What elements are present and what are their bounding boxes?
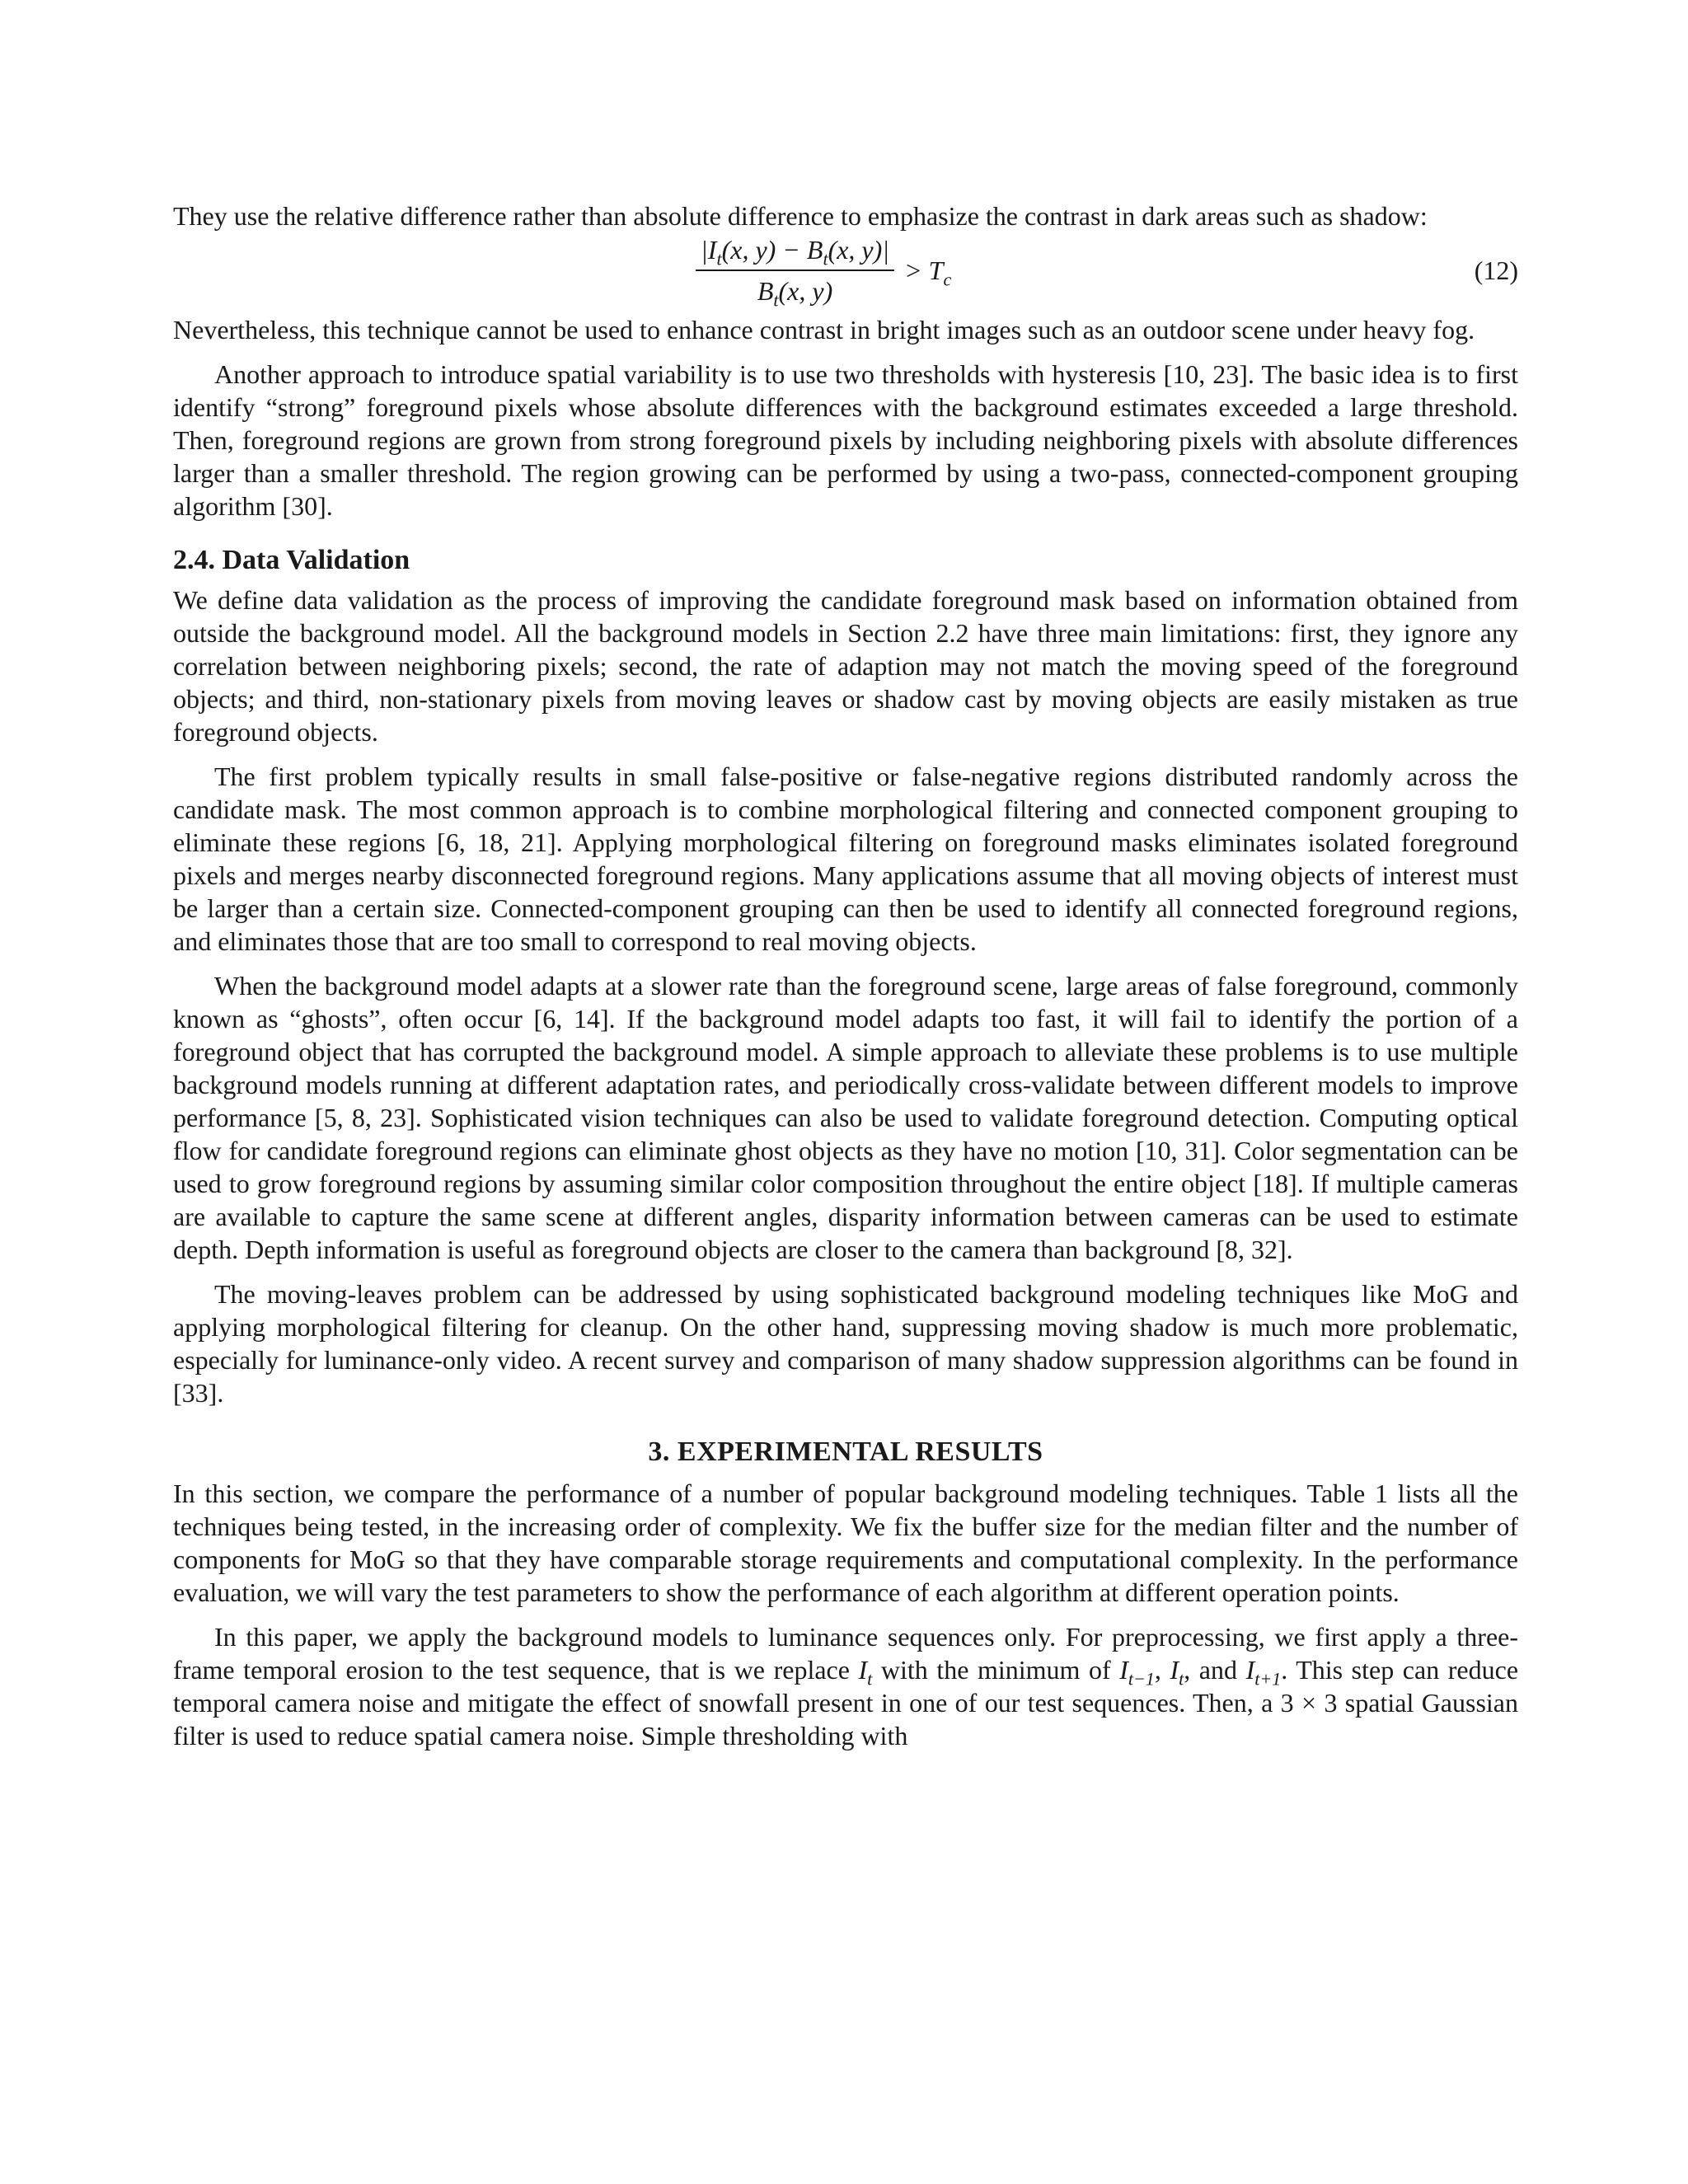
paper-page (173, 199, 1518, 1752)
paragraph-moving-leaves: The moving-leaves problem can be addressed by using sophisticated background modeling techniques like MoG and applying morphological filtering for cleanup. On the other hand, suppressing moving shadow is much more problematic, especially for luminance-only video. A recent survey and comparison of many shadow suppression algorithms can be found in [33]. (173, 1279, 1518, 1408)
equation-12 (173, 231, 1518, 310)
equation-fraction (696, 233, 894, 311)
equation-number: (12) (1474, 255, 1518, 285)
paragraph-section3-intro: In this section, we compare the performance of a number of popular background modeling techniques. Table 1 lists all the techniques being tested, in the increasing order of complexity. We fix the buffer size for the median filter and the number of components for MoG so that they have comparable storage requirements and computational complexity. In the performance evaluation, we will vary the test parameters to show the performance of each algorithm at different operation points. (173, 1479, 1518, 1607)
equation-denominator: $B_t(x$, y) (757, 276, 833, 311)
paragraph-ghosts: When the background model adapts at a slower rate than the foreground scene, large areas of false foreground, commonly known as “ghosts”, often occur [6, 14]. If the background model adapts too fast, it will fail to identify the portion of a foreground object that has corrupted the background model. A simple approach to alleviate these problems is to use multiple background models running at different adaptation rates, and periodically cross-validate between different models to improve performance [5, 8, 23]. Sophisticated vision techniques can also be used to validate foreground detection. Computing optical flow for candidate foreground regions can eliminate ghost objects as they have no motion [10, 31]. Color segmentation can be used to grow foreground regions by assuming similar color composition throughout the entire object [18]. If multiple cameras are available to capture the same scene at different angles, disparity information between cameras can be used to estimate depth. Depth information is useful as foreground objects are closer to the camera than background [8, 32]. (173, 971, 1518, 1264)
paragraph-shadow-intro: They use the relative difference rather than absolute difference to emphasize the contrast in dark areas such as shadow: (173, 201, 1428, 231)
paragraph-luminance: In this paper, we apply the background models to luminance sequences only. For preprocessing, we first apply a three-frame temporal erosion to the test sequence, that is we replace $I_t$ with the minimum of $I_{t-1}$, $I_t$, and $I_{t+1}$. This step can reduce temporal camera noise and mitigate the effect of snowfall present in one of our test sequences. Then, a 3 × 3 spatial Gaussian filter is used to reduce spatial camera noise. Simple thresholding with (173, 1622, 1519, 1750)
equation-numerator: $|I_t(x$, $y) - B_t(x$, y)| (696, 233, 894, 271)
equation-body (696, 231, 951, 310)
paragraph-hysteresis: Another approach to introduce spatial variability is to use two thresholds with hysteresis [10, 23]. The basic idea is to first identify “strong” foreground pixels whose absolute differences with the background estimates exceeded a large threshold. Then, foreground regions are grown from strong foreground pixels by including neighboring pixels with absolute differences larger than a smaller threshold. The region growing can be performed by using a two-pass, connected-component grouping algorithm [30]. (173, 359, 1518, 521)
subsection-heading-data-validation: 2.4. Data Validation (173, 545, 410, 575)
paragraph-first-problem: The first problem typically results in small false-positive or false-negative regions distributed randomly across the candidate mask. The most common approach is to combine morphological filtering and connected component grouping to eliminate these regions [6, 18, 21]. Applying morphological filtering on foreground masks eliminates isolated foreground pixels and merges nearby disconnected foreground regions. Many applications assume that all moving objects of interest must be larger than a certain size. Connected-component grouping can then be used to identify all connected foreground regions, and eliminates those that are too small to correspond to real moving objects. (173, 762, 1518, 956)
paragraph-nevertheless: Nevertheless, this technique cannot be used to enhance contrast in bright images such as an outdoor scene under heavy fog. (173, 315, 1475, 344)
equation-relation: > $T_c$ (904, 255, 952, 290)
paragraph-data-validation: We define data validation as the process of improving the candidate foreground mask based on information obtained from outside the background model. All the background models in Section 2.2 have three main limitations: first, they ignore any correlation between neighboring pixels; second, the rate of adaption may not match the moving speed of the foreground objects; and third, non-stationary pixels from moving leaves or shadow cast by moving objects are easily mistaken as true foreground objects. (173, 585, 1518, 747)
section-heading-experimental-results: 3. EXPERIMENTAL RESULTS (648, 1436, 1043, 1467)
